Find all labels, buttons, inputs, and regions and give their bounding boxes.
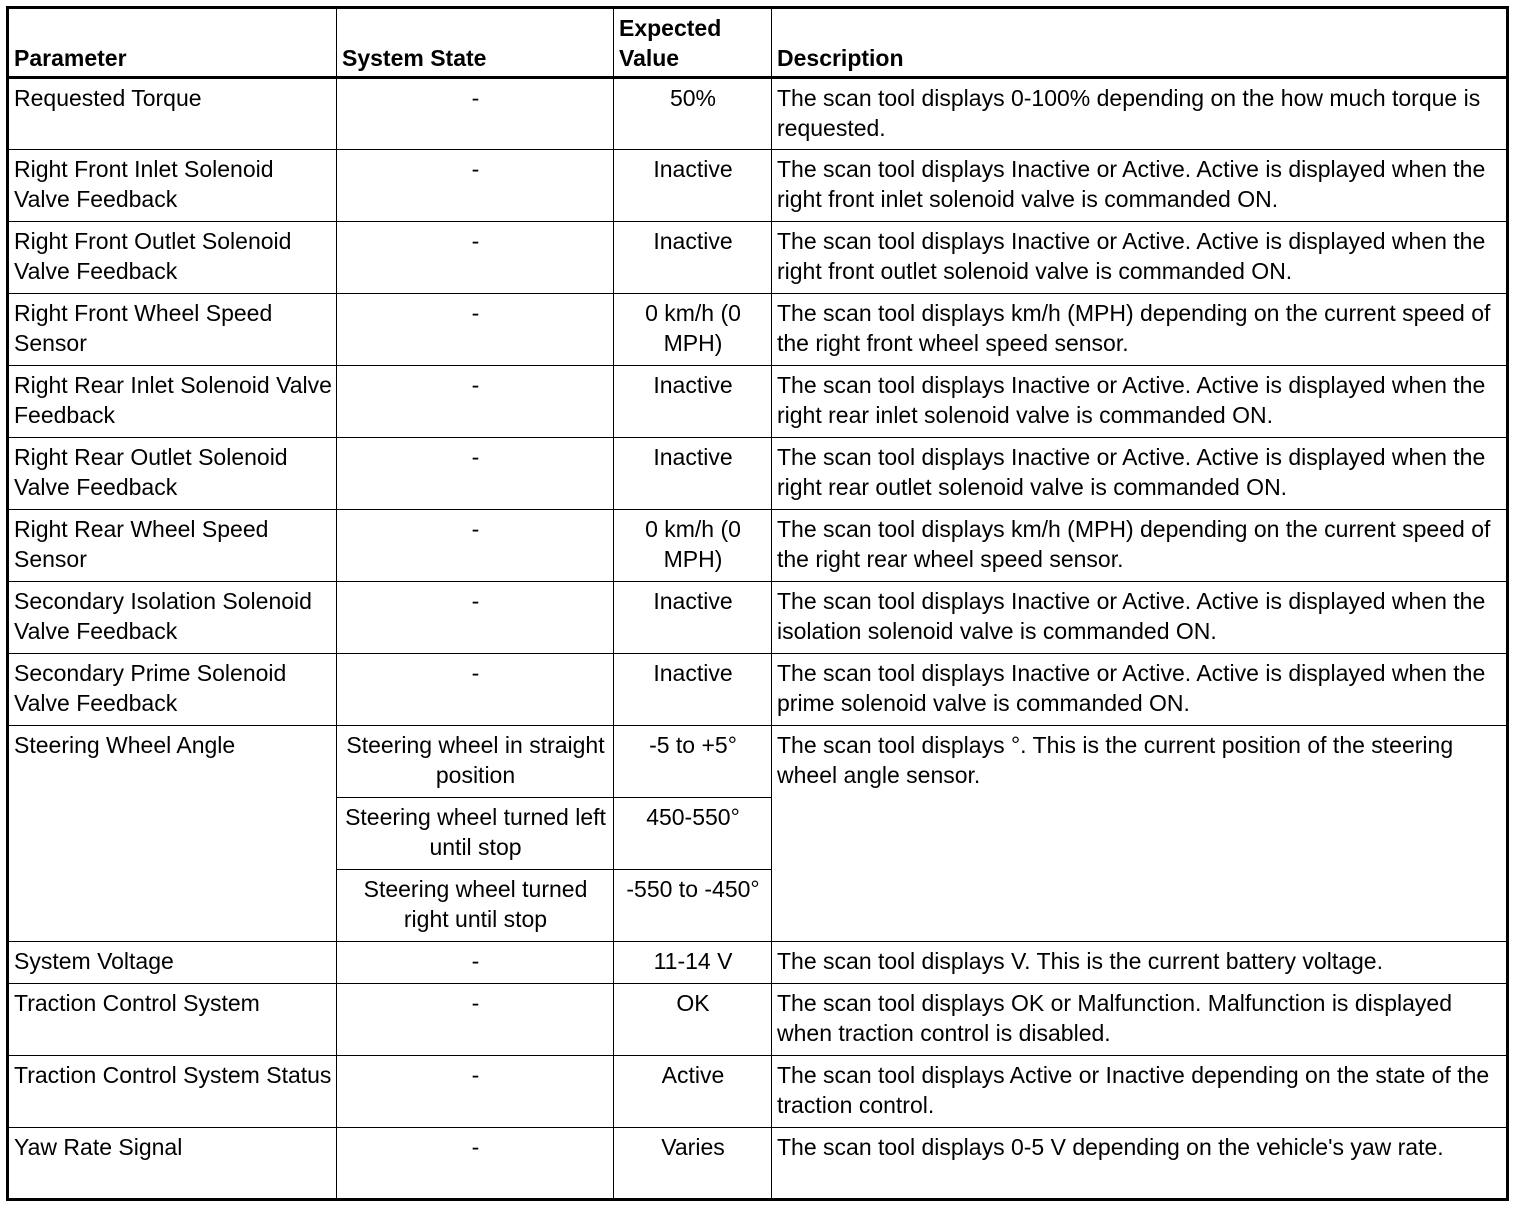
- parameter-cell: Requested Torque: [8, 78, 337, 150]
- system-state-cell: Steering wheel turned right until stop: [337, 870, 614, 942]
- header-row: [8, 8, 1508, 78]
- table-body: [8, 78, 1508, 1200]
- system-state-cell: -: [337, 150, 614, 222]
- expected-value-cell: 0 km/h (0 MPH): [614, 294, 772, 366]
- parameter-cell: Right Rear Inlet Solenoid Valve Feedback: [8, 366, 337, 438]
- system-state-cell: -: [337, 1128, 614, 1200]
- parameter-cell: Traction Control System: [8, 984, 337, 1056]
- expected-value-cell: 11-14 V: [614, 942, 772, 984]
- header-expected-value: Expected Value: [614, 8, 772, 78]
- table-row: [8, 582, 1508, 654]
- description-cell: The scan tool displays km/h (MPH) depending on the current speed of the right front wheel speed sensor.: [772, 294, 1508, 366]
- description-cell: The scan tool displays 0-5 V depending on the vehicle's yaw rate.: [772, 1128, 1508, 1200]
- parameter-cell: Right Front Wheel Speed Sensor: [8, 294, 337, 366]
- description-cell: The scan tool displays Inactive or Active. Active is displayed when the right rear inlet solenoid valve is commanded ON.: [772, 366, 1508, 438]
- expected-value-cell: Inactive: [614, 438, 772, 510]
- description-cell: The scan tool displays Active or Inactive depending on the state of the traction control.: [772, 1056, 1508, 1128]
- description-cell-steering: The scan tool displays °. This is the current position of the steering wheel angle sensor.: [772, 726, 1508, 942]
- scan-tool-data-table: [6, 6, 1509, 1201]
- description-cell: The scan tool displays Inactive or Active. Active is displayed when the right front inlet solenoid valve is commanded ON.: [772, 150, 1508, 222]
- table-row: [8, 1056, 1508, 1128]
- parameter-cell: Yaw Rate Signal: [8, 1128, 337, 1200]
- expected-value-cell: Inactive: [614, 222, 772, 294]
- system-state-cell: -: [337, 654, 614, 726]
- expected-value-cell: Inactive: [614, 366, 772, 438]
- expected-value-cell: Active: [614, 1056, 772, 1128]
- parameter-cell: Right Front Outlet Solenoid Valve Feedback: [8, 222, 337, 294]
- expected-value-cell: 0 km/h (0 MPH): [614, 510, 772, 582]
- description-cell: The scan tool displays Inactive or Active. Active is displayed when the isolation solenoid valve is commanded ON.: [772, 582, 1508, 654]
- table-row: [8, 654, 1508, 726]
- description-cell: The scan tool displays Inactive or Active. Active is displayed when the prime solenoid valve is commanded ON.: [772, 654, 1508, 726]
- system-state-cell: -: [337, 366, 614, 438]
- description-cell: The scan tool displays 0-100% depending on the how much torque is requested.: [772, 78, 1508, 150]
- system-state-cell: Steering wheel turned left until stop: [337, 798, 614, 870]
- table-row: [8, 222, 1508, 294]
- expected-value-cell: OK: [614, 984, 772, 1056]
- description-cell: The scan tool displays Inactive or Active. Active is displayed when the right front outlet solenoid valve is commanded ON.: [772, 222, 1508, 294]
- expected-value-cell: Inactive: [614, 654, 772, 726]
- system-state-cell: -: [337, 984, 614, 1056]
- table-row: [8, 150, 1508, 222]
- table-row: [8, 78, 1508, 150]
- description-cell: The scan tool displays OK or Malfunction. Malfunction is displayed when traction control is disabled.: [772, 984, 1508, 1056]
- expected-value-cell: Inactive: [614, 582, 772, 654]
- parameter-cell: Secondary Isolation Solenoid Valve Feedback: [8, 582, 337, 654]
- expected-value-cell: 50%: [614, 78, 772, 150]
- system-state-cell: -: [337, 222, 614, 294]
- description-cell: The scan tool displays V. This is the current battery voltage.: [772, 942, 1508, 984]
- parameter-cell-steering: Steering Wheel Angle: [8, 726, 337, 942]
- description-cell: The scan tool displays km/h (MPH) depending on the current speed of the right rear wheel speed sensor.: [772, 510, 1508, 582]
- table-row: [8, 510, 1508, 582]
- expected-value-cell: Varies: [614, 1128, 772, 1200]
- system-state-cell: -: [337, 510, 614, 582]
- system-state-cell: Steering wheel in straight position: [337, 726, 614, 798]
- system-state-cell: -: [337, 1056, 614, 1128]
- table-header: [8, 8, 1508, 78]
- table-row: [8, 438, 1508, 510]
- system-state-cell: -: [337, 438, 614, 510]
- expected-value-cell: -550 to -450°: [614, 870, 772, 942]
- table-row-steering-straight: [8, 726, 1508, 798]
- parameter-cell: Right Rear Wheel Speed Sensor: [8, 510, 337, 582]
- description-cell: The scan tool displays Inactive or Active. Active is displayed when the right rear outlet solenoid valve is commanded ON.: [772, 438, 1508, 510]
- parameter-cell: Right Front Inlet Solenoid Valve Feedback: [8, 150, 337, 222]
- table-row: [8, 366, 1508, 438]
- header-system-state: System State: [337, 8, 614, 78]
- expected-value-cell: Inactive: [614, 150, 772, 222]
- table-row: [8, 984, 1508, 1056]
- header-parameter: Parameter: [8, 8, 337, 78]
- table-row: [8, 1128, 1508, 1200]
- parameter-cell: Right Rear Outlet Solenoid Valve Feedback: [8, 438, 337, 510]
- parameter-cell: Secondary Prime Solenoid Valve Feedback: [8, 654, 337, 726]
- expected-value-cell: 450-550°: [614, 798, 772, 870]
- parameter-cell: System Voltage: [8, 942, 337, 984]
- system-state-cell: -: [337, 942, 614, 984]
- system-state-cell: -: [337, 294, 614, 366]
- expected-value-cell: -5 to +5°: [614, 726, 772, 798]
- system-state-cell: -: [337, 582, 614, 654]
- table-row: [8, 942, 1508, 984]
- table-row: [8, 294, 1508, 366]
- system-state-cell: -: [337, 78, 614, 150]
- header-description: Description: [772, 8, 1508, 78]
- parameter-cell: Traction Control System Status: [8, 1056, 337, 1128]
